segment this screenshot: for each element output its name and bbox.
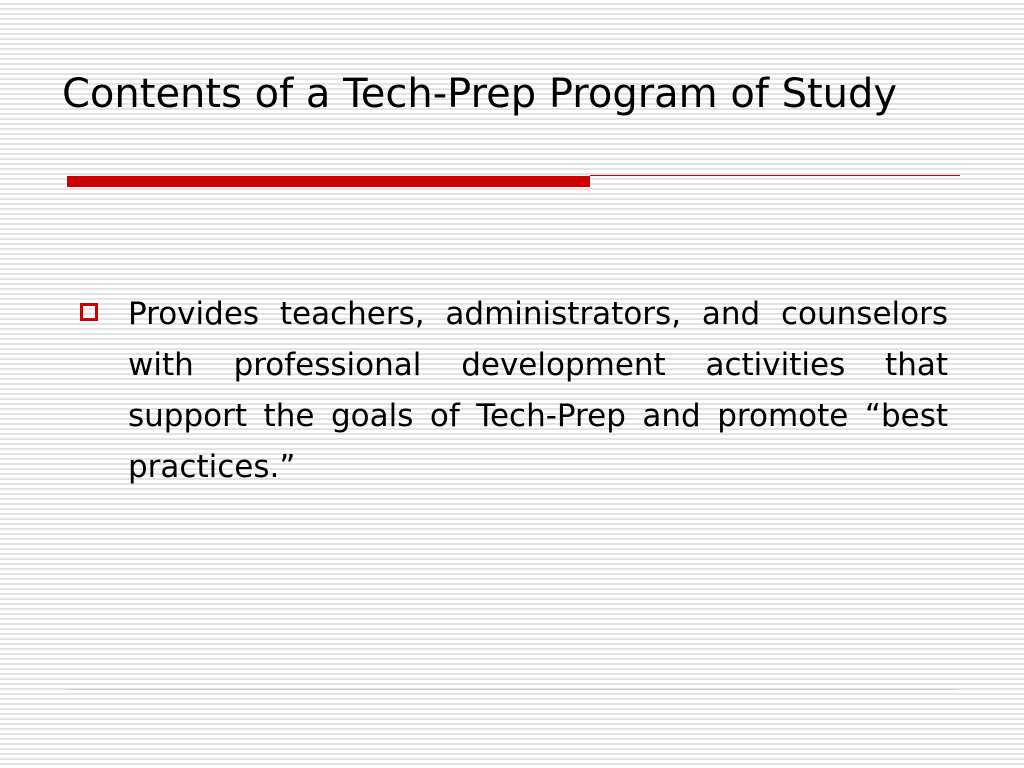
bullet-text: Provides teachers, administrators, and counselors with professional development activities that support the goals of Tech-Prep and promote “best practices.”	[128, 296, 948, 485]
title-underline-thick	[67, 176, 590, 187]
title-underline-thin	[590, 175, 960, 176]
slide-body	[76, 289, 948, 493]
bullet-item	[76, 289, 948, 493]
footer-divider	[67, 689, 957, 690]
slide-title: Contents of a Tech-Prep Program of Study	[62, 71, 898, 117]
hollow-square-bullet-icon	[80, 303, 98, 321]
